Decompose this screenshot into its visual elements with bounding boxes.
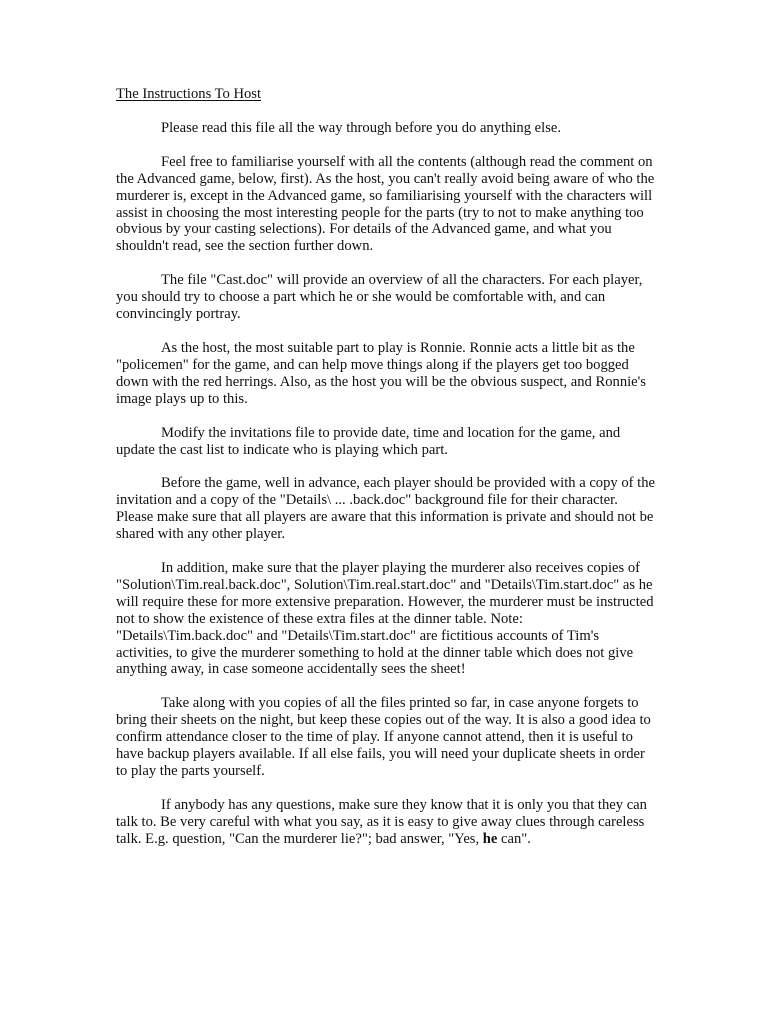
document-title: The Instructions To Host bbox=[116, 86, 262, 102]
paragraph-take-copies: Take along with you copies of all the files printed so far, in case anyone forgets to bring their sheets on the night, but keep these copies out of the way. It is also a good idea to confirm attendance closer to the time of play. If anyone cannot attend, then it is useful to have backup players available. If all else fails, you will need your duplicate sheets in order to play the parts yourself. bbox=[116, 695, 651, 779]
paragraph-familiarise: Feel free to familiarise yourself with all the contents (although read the comment on the Advanced game, below, first). As the host, you can't really avoid being aware of who the murderer is, except in the Advanced game, so familiarising yourself with the characters will assist in choosing the most interesting people for the parts (try to not to make anything too obvious by your casting selections). For details of the Advanced game, and what you shouldn't read, see the section further down. bbox=[116, 153, 655, 255]
paragraph-read-first: Please read this file all the way through before you do anything else. bbox=[161, 119, 561, 136]
paragraph-host-part: As the host, the most suitable part to play is Ronnie. Ronnie acts a little bit as the "policemen" for the game, and can help move things along if the players get too bogged down with the red herrings. Also, as the host you will be the obvious suspect, and Ronnie's image plays up to this. bbox=[116, 339, 646, 407]
document-body bbox=[116, 86, 656, 865]
paragraph-cast-file: The file "Cast.doc" will provide an overview of all the characters. For each player, you should try to choose a part which he or she would be comfortable with, and can convincingly portray. bbox=[116, 272, 643, 323]
paragraph-questions bbox=[116, 797, 656, 848]
questions-bold-word: he bbox=[482, 830, 498, 847]
questions-text-end: can". bbox=[497, 830, 531, 847]
paragraph-murderer-copies: In addition, make sure that the player playing the murderer also receives copies of "Solution\Tim.real.back.doc", Solution\Tim.real.start.doc" and "Details\Tim.start.doc" as he will require these for more extensive preparation. However, the murderer must be instructed not to show the existence of these extra files at the dinner table. Note: "Details\Tim.back.doc" and "Details\Tim.start.doc" are fictitious accounts of Tim's activities, to give the murderer something to hold at the dinner table which does not give anything away, in case someone accidentally sees the sheet! bbox=[116, 560, 654, 678]
paragraph-before-game: Before the game, well in advance, each player should be provided with a copy of the invitation and a copy of the "Details\ ... .back.doc" background file for their character. Please make sure that all players are aware that this information is private and should not be shared with any other player. bbox=[116, 475, 655, 543]
paragraph-invitations: Modify the invitations file to provide date, time and location for the game, and update the cast list to indicate who is playing which part. bbox=[116, 424, 621, 458]
questions-text-start: If anybody has any questions, make sure they know that it is only you that they can talk to. Be very careful with what you say, as it is easy to give away clues through careless talk. E.g. question, "Can the murderer lie?"; bad answer, "Yes, bbox=[116, 796, 647, 847]
